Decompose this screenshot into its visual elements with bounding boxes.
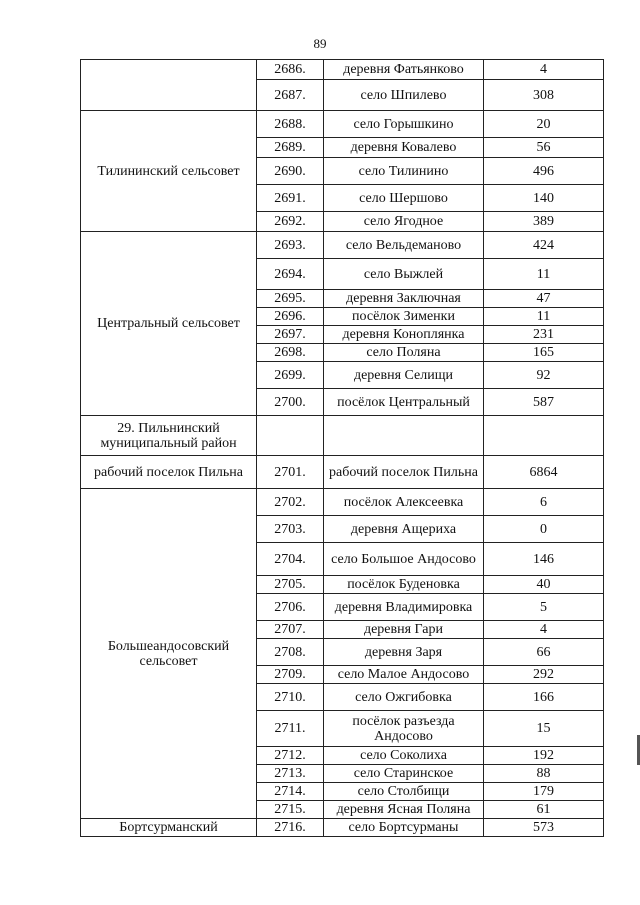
row-number: 2690.	[257, 158, 324, 185]
population-value: 6	[484, 489, 604, 516]
population-value: 179	[484, 783, 604, 801]
population-value: 0	[484, 516, 604, 543]
row-number: 2700.	[257, 389, 324, 416]
population-value: 389	[484, 212, 604, 232]
population-value: 308	[484, 80, 604, 111]
row-number: 2697.	[257, 326, 324, 344]
row-number: 2701.	[257, 456, 324, 489]
row-number: 2691.	[257, 185, 324, 212]
population-value: 11	[484, 259, 604, 290]
settlement-name: деревня Фатьянково	[324, 60, 484, 80]
population-value: 573	[484, 819, 604, 837]
row-number: 2698.	[257, 344, 324, 362]
population-value: 20	[484, 111, 604, 138]
municipality-cell: Бортсурманский	[81, 819, 257, 837]
settlement-name: село Поляна	[324, 344, 484, 362]
settlement-name: село Горышкино	[324, 111, 484, 138]
row-number: 2711.	[257, 711, 324, 747]
population-value: 140	[484, 185, 604, 212]
row-number: 2710.	[257, 684, 324, 711]
row-number: 2686.	[257, 60, 324, 80]
row-number: 2715.	[257, 801, 324, 819]
table-row	[81, 232, 604, 259]
population-value: 88	[484, 765, 604, 783]
settlement-name: село Бортсурманы	[324, 819, 484, 837]
population-value: 92	[484, 362, 604, 389]
population-value: 192	[484, 747, 604, 765]
settlement-name: деревня Селищи	[324, 362, 484, 389]
population-value: 40	[484, 576, 604, 594]
district-header-row	[81, 416, 604, 456]
settlement-name: деревня Гари	[324, 621, 484, 639]
row-number: 2706.	[257, 594, 324, 621]
settlement-name: село Ягодное	[324, 212, 484, 232]
row-number: 2688.	[257, 111, 324, 138]
settlement-name: посёлок Зименки	[324, 308, 484, 326]
district-header: 29. Пильнинский муниципальный район	[81, 416, 257, 456]
table-row	[81, 819, 604, 837]
settlement-name: посёлок Алексеевка	[324, 489, 484, 516]
municipality-cell: Центральный сельсовет	[81, 232, 257, 416]
settlement-name: село Шпилево	[324, 80, 484, 111]
settlement-name: село Выжлей	[324, 259, 484, 290]
population-value: 47	[484, 290, 604, 308]
municipality-cell: рабочий поселок Пильна	[81, 456, 257, 489]
empty-cell	[484, 416, 604, 456]
row-number: 2712.	[257, 747, 324, 765]
table-row	[81, 111, 604, 138]
population-value: 4	[484, 621, 604, 639]
row-number: 2696.	[257, 308, 324, 326]
municipality-cell: Большеандосовский сельсовет	[81, 489, 257, 819]
settlement-name: село Соколиха	[324, 747, 484, 765]
population-value: 56	[484, 138, 604, 158]
row-number: 2703.	[257, 516, 324, 543]
population-value: 66	[484, 639, 604, 666]
settlements-table	[80, 59, 604, 837]
population-value: 4	[484, 60, 604, 80]
settlement-name: деревня Ащериха	[324, 516, 484, 543]
municipality-cell: Тилининский сельсовет	[81, 111, 257, 232]
row-number: 2694.	[257, 259, 324, 290]
row-number: 2709.	[257, 666, 324, 684]
table-row	[81, 456, 604, 489]
row-number: 2695.	[257, 290, 324, 308]
population-value: 11	[484, 308, 604, 326]
settlement-name: село Шершово	[324, 185, 484, 212]
row-number: 2716.	[257, 819, 324, 837]
settlement-name: посёлок разъезда Андосово	[324, 711, 484, 747]
row-number: 2687.	[257, 80, 324, 111]
population-value: 587	[484, 389, 604, 416]
population-value: 496	[484, 158, 604, 185]
row-number: 2702.	[257, 489, 324, 516]
table-row	[81, 489, 604, 516]
settlement-name: рабочий поселок Пильна	[324, 456, 484, 489]
settlement-name: деревня Коноплянка	[324, 326, 484, 344]
population-value: 165	[484, 344, 604, 362]
settlement-name: село Тилинино	[324, 158, 484, 185]
population-value: 166	[484, 684, 604, 711]
settlement-name: деревня Владимировка	[324, 594, 484, 621]
row-number: 2699.	[257, 362, 324, 389]
empty-cell	[257, 416, 324, 456]
population-value: 146	[484, 543, 604, 576]
settlements-table-body	[81, 60, 604, 837]
population-value: 231	[484, 326, 604, 344]
row-number: 2704.	[257, 543, 324, 576]
table-row	[81, 60, 604, 80]
population-value: 15	[484, 711, 604, 747]
settlement-name: деревня Заря	[324, 639, 484, 666]
settlement-name: село Малое Андосово	[324, 666, 484, 684]
settlement-name: деревня Заключная	[324, 290, 484, 308]
population-value: 61	[484, 801, 604, 819]
settlement-name: посёлок Центральный	[324, 389, 484, 416]
row-number: 2692.	[257, 212, 324, 232]
row-number: 2705.	[257, 576, 324, 594]
row-number: 2689.	[257, 138, 324, 158]
row-number: 2714.	[257, 783, 324, 801]
settlement-name: село Старинское	[324, 765, 484, 783]
settlement-name: село Большое Андосово	[324, 543, 484, 576]
row-number: 2708.	[257, 639, 324, 666]
page-number: 89	[313, 36, 327, 51]
settlement-name: село Вельдеманово	[324, 232, 484, 259]
settlement-name: деревня Ковалево	[324, 138, 484, 158]
settlement-name: деревня Ясная Поляна	[324, 801, 484, 819]
settlement-name: село Столбищи	[324, 783, 484, 801]
population-value: 5	[484, 594, 604, 621]
row-number: 2707.	[257, 621, 324, 639]
population-value: 424	[484, 232, 604, 259]
empty-cell	[324, 416, 484, 456]
row-number: 2713.	[257, 765, 324, 783]
population-value: 292	[484, 666, 604, 684]
settlement-name: село Ожгибовка	[324, 684, 484, 711]
population-value: 6864	[484, 456, 604, 489]
row-number: 2693.	[257, 232, 324, 259]
settlement-name: посёлок Буденовка	[324, 576, 484, 594]
municipality-cell	[81, 60, 257, 111]
